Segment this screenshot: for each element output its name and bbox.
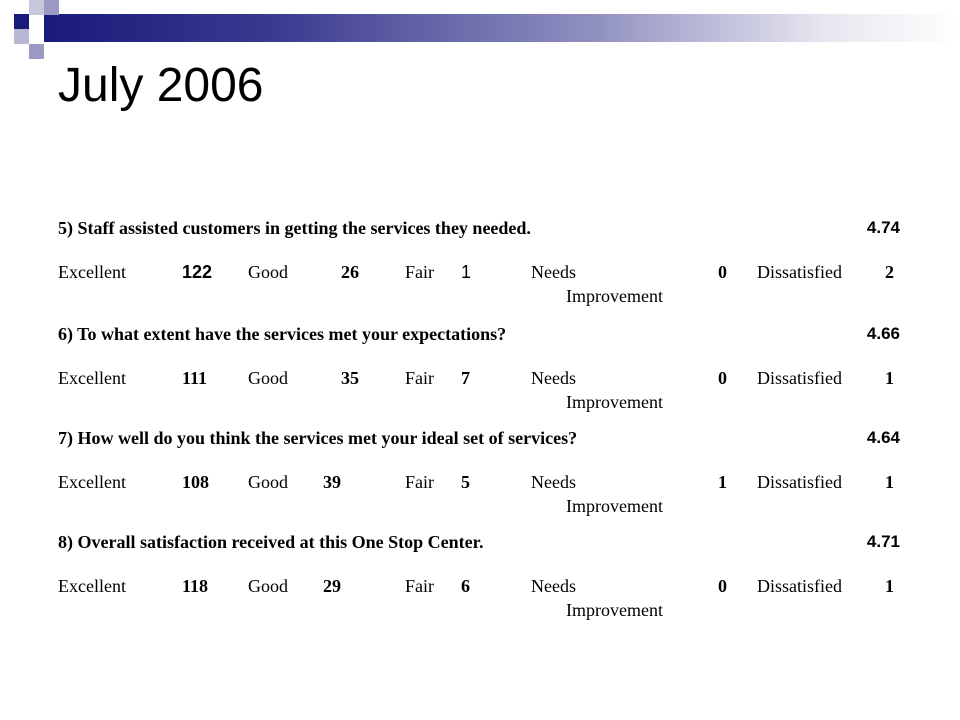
- response-counts-row: [58, 472, 900, 518]
- label-fair: Fair: [405, 368, 434, 388]
- label-good: Good: [248, 368, 288, 388]
- count-excellent: 118: [182, 576, 209, 596]
- count-needs-improvement: 1: [718, 472, 727, 492]
- count-good: 39: [323, 472, 341, 492]
- label-excellent: Excellent: [58, 472, 126, 492]
- question-score: 4.74: [866, 218, 900, 237]
- decor-square: [14, 29, 29, 44]
- count-good: 26: [341, 262, 359, 282]
- label-improvement: Improvement: [566, 496, 663, 516]
- count-needs-improvement: 0: [718, 368, 727, 388]
- count-fair: 6: [461, 576, 470, 596]
- decor-square: [14, 14, 29, 29]
- decor-square: [29, 29, 44, 44]
- label-improvement: Improvement: [566, 600, 663, 620]
- label-needs: Needs: [531, 368, 576, 388]
- label-fair: Fair: [405, 262, 434, 282]
- count-dissatisfied: 2: [885, 262, 894, 282]
- question-score: 4.66: [866, 324, 900, 343]
- slide-title: July 2006: [58, 59, 264, 112]
- label-excellent: Excellent: [58, 576, 126, 596]
- count-fair: 7: [461, 368, 470, 388]
- decor-square: [29, 0, 44, 15]
- label-needs: Needs: [531, 262, 576, 282]
- response-counts-row: [58, 262, 900, 308]
- decor-square: [44, 0, 59, 15]
- response-counts-row: [58, 576, 900, 622]
- label-improvement: Improvement: [566, 392, 663, 412]
- label-needs: Needs: [531, 472, 576, 492]
- header-gradient-bar: [44, 14, 960, 42]
- response-counts-row: [58, 368, 900, 414]
- label-excellent: Excellent: [58, 368, 126, 388]
- decor-square: [29, 44, 44, 59]
- count-needs-improvement: 0: [718, 262, 727, 282]
- count-excellent: 111: [182, 368, 208, 388]
- label-good: Good: [248, 576, 288, 596]
- label-dissatisfied: Dissatisfied: [757, 368, 842, 388]
- label-fair: Fair: [405, 576, 434, 596]
- count-excellent: 108: [182, 472, 209, 492]
- count-fair: 5: [461, 472, 470, 492]
- count-excellent: 122: [182, 262, 213, 282]
- count-dissatisfied: 1: [885, 368, 894, 388]
- count-dissatisfied: 1: [885, 472, 894, 492]
- label-excellent: Excellent: [58, 262, 126, 282]
- count-fair: 1: [461, 262, 472, 282]
- question-text: 5) Staff assisted customers in getting the services they needed.: [58, 218, 531, 238]
- question-text: 7) How well do you think the services met your ideal set of services?: [58, 428, 578, 448]
- question-score: 4.64: [866, 428, 900, 447]
- label-dissatisfied: Dissatisfied: [757, 262, 842, 282]
- label-needs: Needs: [531, 576, 576, 596]
- count-good: 29: [323, 576, 341, 596]
- count-dissatisfied: 1: [885, 576, 894, 596]
- label-good: Good: [248, 472, 288, 492]
- label-dissatisfied: Dissatisfied: [757, 576, 842, 596]
- count-needs-improvement: 0: [718, 576, 727, 596]
- label-dissatisfied: Dissatisfied: [757, 472, 842, 492]
- question-score: 4.71: [866, 532, 900, 551]
- label-improvement: Improvement: [566, 286, 663, 306]
- count-good: 35: [341, 368, 359, 388]
- question-text: 8) Overall satisfaction received at this One Stop Center.: [58, 532, 484, 552]
- question-text: 6) To what extent have the services met your expectations?: [58, 324, 507, 344]
- label-good: Good: [248, 262, 288, 282]
- label-fair: Fair: [405, 472, 434, 492]
